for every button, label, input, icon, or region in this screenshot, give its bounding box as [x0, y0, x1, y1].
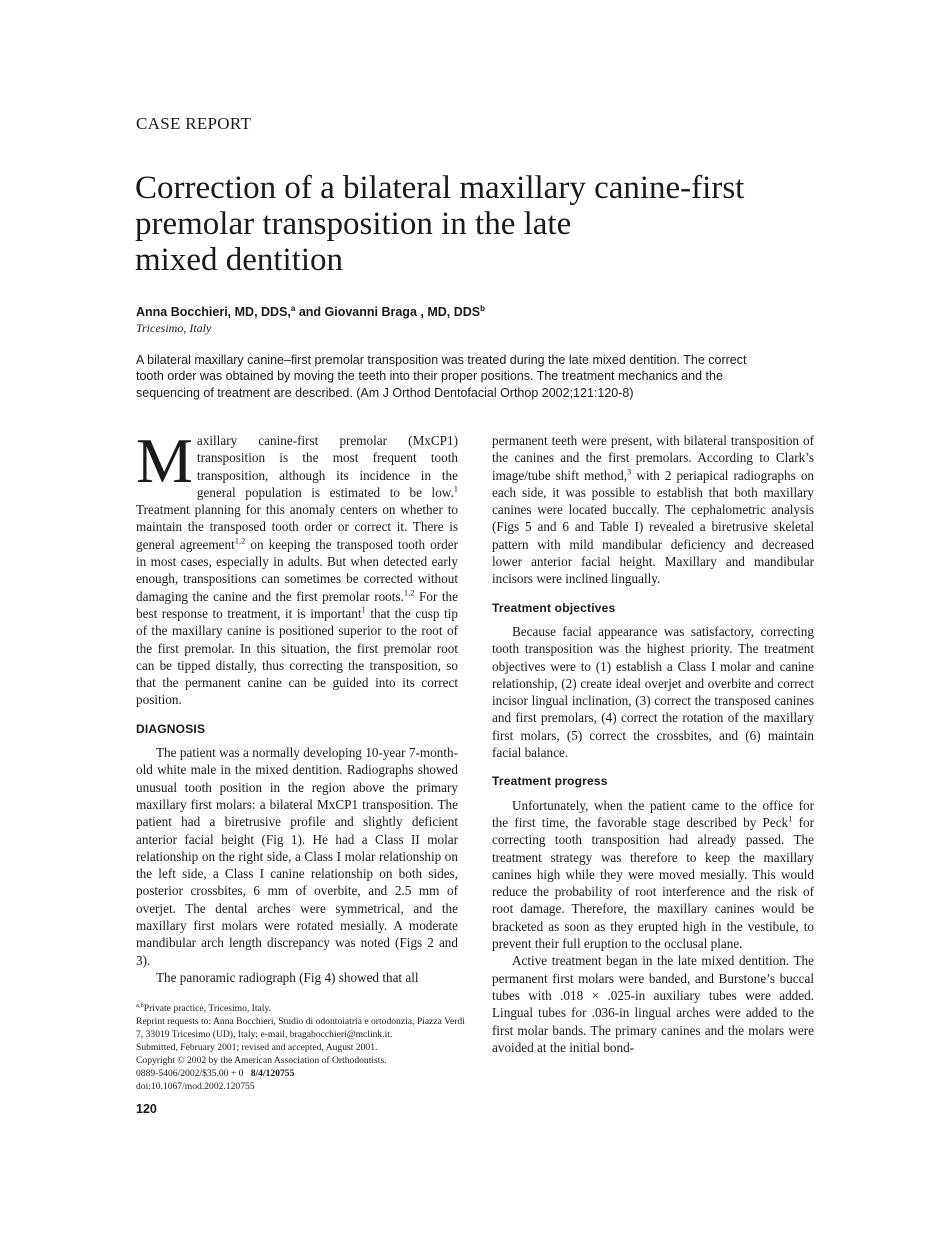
body-column-left	[136, 425, 458, 986]
author-name: Anna Bocchieri, MD, DDS,	[136, 305, 291, 320]
drop-cap: M	[136, 425, 193, 496]
section-heading-diagnosis: DIAGNOSIS	[136, 721, 206, 736]
text-run: axillary canine-first premolar (MxCP1) transposition is the most frequent tooth transposition, although its incidence in the general population is estimated to be low.	[196, 433, 458, 500]
citation-ref: 1	[453, 483, 458, 494]
intro-paragraph	[136, 425, 458, 709]
citation-ref: 1	[788, 813, 793, 824]
text-run: Treatment planning for this anomaly centers on whether to maintain the transposed tooth order or correct it. There is general agreement	[136, 502, 458, 552]
title-line: mixed dentition	[135, 242, 344, 278]
abstract: A bilateral maxillary canine–first premolar transposition was treated during the late mixed dentition. The correct tooth order was obtained by moving the teeth into their proper positions. The treatment mechanics and the sequencing of treatment are described. (Am J Orthod Dentofacial Orthop 2002;121:120-8)	[136, 353, 747, 400]
diagnosis-paragraph: The panoramic radiograph (Fig 4) showed that all	[156, 969, 419, 985]
title-line: premolar transposition in the late	[135, 206, 572, 242]
footnotes	[136, 999, 466, 1093]
author-joiner: and	[295, 305, 325, 320]
footnote-doi: doi:10.1067/mod.2002.120755	[136, 1081, 255, 1093]
section-label: CASE REPORT	[136, 114, 252, 133]
progress-paragraph	[492, 797, 814, 953]
body-column-right	[492, 432, 814, 1056]
title-line: Correction of a bilateral maxillary canine-first	[135, 170, 745, 206]
text-run: Unfortunately, when the patient came to the office for the first time, the favorable stage described by Peck	[492, 797, 814, 830]
footnote-affiliation	[136, 999, 466, 1015]
citation-ref: 3	[627, 466, 632, 477]
text-run: with 2 periapical radiographs on each side, it was possible to establish that both maxillary canines were located buccally. The cephalometric analysis (Figs 5 and 6 and Table I) revealed a biretrusive skeletal pattern with mild mandibular deficiency and decreased lower anterior facial height. Maxillary and mandibular incisors were inclined lingually.	[492, 467, 815, 587]
author-name: Giovanni Braga , MD, DDS	[324, 305, 481, 320]
section-heading-progress: Treatment progress	[492, 774, 608, 789]
text-run: For the best response to treatment, it is important	[136, 588, 458, 621]
citation-ref: 1,2	[234, 535, 246, 546]
article-title	[135, 170, 835, 278]
citation-ref: 1,2	[403, 587, 415, 598]
section-heading-objectives: Treatment objectives	[492, 600, 616, 615]
footnote-superscript: a,b	[136, 1002, 144, 1009]
footnote-issn	[136, 1067, 466, 1080]
author-superscript: b	[480, 304, 485, 313]
continued-paragraph	[492, 432, 814, 588]
text-run: that the cusp tip of the maxillary canine is positioned superior to the root of the first premolar. In this situation, the first premolar root can be tipped distally, thus correcting the transposition, so that the permanent canine can be guided into its correct position.	[136, 605, 458, 708]
text-run: for correcting tooth transposition had already passed. The treatment strategy was therefore to keep the maxillary canines high while they were moved mesially. This would reduce the probability of root interference and the risk of root damage. Therefore, the maxillary canines would be bracketed as soon as they erupted high in the vestibule, to prevent their full eruption to the occlusal plane.	[492, 814, 814, 952]
author-superscript: a	[290, 304, 296, 313]
footnote-submitted: Submitted, February 2001; revised and accepted, August 2001.	[136, 1042, 378, 1054]
footnote-reprint: Reprint requests to: Anna Bocchieri, Studio di odontoiatria e ortodonzia, Piazza Verdi 7, 33019 Tricesimo (UD), Italy; e-mail, bragabocchieri@mclink.it.	[136, 1016, 465, 1041]
page-number: 120	[136, 1102, 157, 1116]
diagnosis-paragraph: The patient was a normally developing 10-year 7-month-old white male in the mixed dentition. Radiographs showed unusual tooth position in the region above the primary maxillary first molars: a bilateral MxCP1 transposition. The patient had a biretrusive profile and slightly deficient anterior facial height (Fig 1). He had a Class II molar relationship on the right side, a Class I molar relationship on the left side, a Class I canine relationship on both sides, posterior crossbites, 6 mm of overbite, and 2.5 mm of overjet. The dental arches were symmetrical, and the maxillary first molars were rotated mesially. A moderate mandibular arch length discrepancy was noted (Figs 2 and 3).	[136, 745, 458, 968]
citation-ref: 1	[361, 604, 366, 615]
text-run: on keeping the transposed tooth order in most cases, especially in adults. But when detected early enough, transpositions can sometimes be corrected without damaging the canine and the first premolar roots.	[136, 536, 458, 604]
text-run: Private practice, Tricesimo, Italy.	[143, 1003, 272, 1015]
text-run: 0889-5406/2002/$35.00 + 0	[136, 1068, 244, 1080]
text-run: permanent teeth were present, with bilateral transposition of the canines and the first premolars. According to Clark’s image/tube shift method,	[492, 433, 814, 483]
issn-code: 8/4/120755	[250, 1068, 295, 1080]
author-line	[136, 304, 485, 319]
footnote-copyright: Copyright © 2002 by the American Association of Orthodontists.	[136, 1055, 387, 1067]
author-affiliation: Tricesimo, Italy	[136, 321, 212, 335]
objectives-paragraph: Because facial appearance was satisfactory, correcting tooth transposition was the highest priority. The treatment objectives were to (1) establish a Class I molar and canine relationship, (2) create ideal overjet and overbite and correct incisor lingual inclination, (3) correct the transposed canines and first premolars, (4) correct the rotation of the maxillary first molars, (5) correct the crossbites, and (6) maintain facial balance.	[492, 623, 814, 761]
progress-paragraph: Active treatment began in the late mixed dentition. The permanent first molars were banded, and Burstone’s buccal tubes with .018 × .025-in auxiliary tubes were added. Lingual tubes for .036-in lingual arches were added to the first molar bands. The primary canines and the molars were avoided at the initial bond-	[492, 953, 814, 1055]
